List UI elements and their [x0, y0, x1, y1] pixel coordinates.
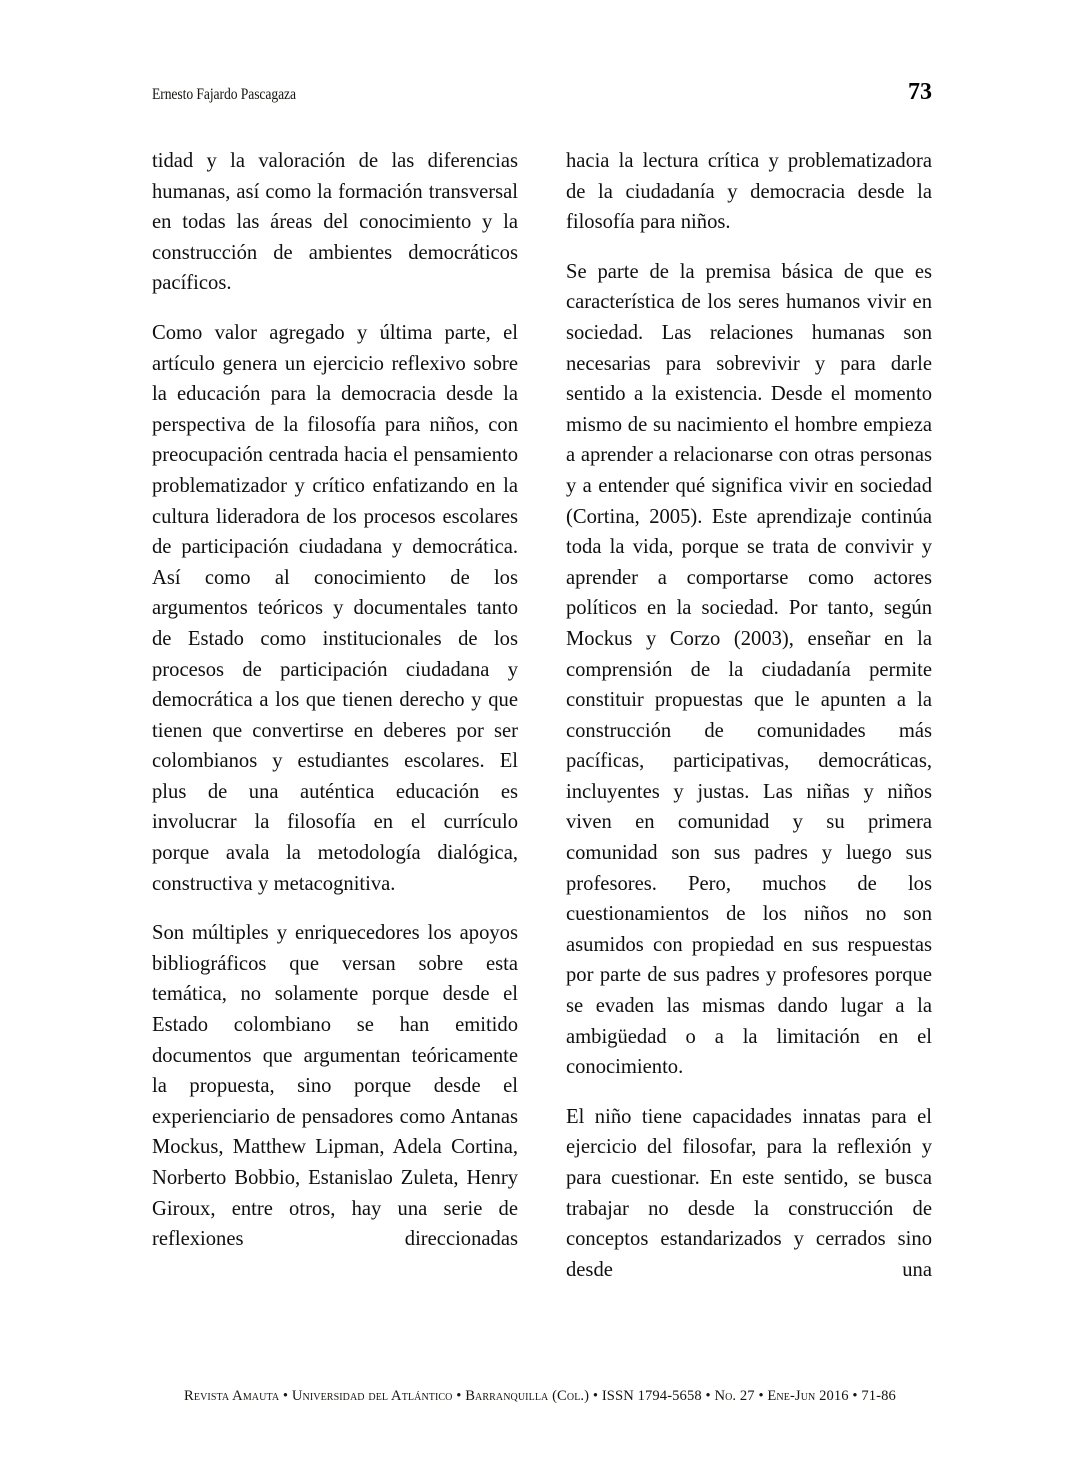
- paragraph: hacia la lectura crítica y problematizadora de la ciudadanía y democracia desde la filosofía para niños.: [566, 150, 932, 234]
- running-head-author: Ernesto Fajardo Pascagaza: [152, 86, 297, 103]
- paragraph: Como valor agregado y última parte, el artículo genera un ejercicio reflexivo sobre la educación para la democracia desde la perspectiva de la filosofía para niños, con preocupación centrada hacia el pensamiento problematizador y crítico enfatizando en la cultura lideradora de los procesos escolares de participación ciudadana y democrática. Así como al conocimiento de los argumentos teóricos y documentales tanto de Estado como institucionales de los procesos de participación ciudadana y democrática a los que tienen derecho y que tienen que convertirse en deberes por ser colombianos y estudiantes escolares. El plus de una auténtica educación es involucrar la filosofía en el currículo porque avala la metodología dialógica, constructiva y metacognitiva.: [152, 321, 518, 895]
- footer-citation: Revista Amauta • Universidad del Atlántico • Barranquilla (Col.) • ISSN 1794-5658 • No. 27 • Ene-Jun 2016 • 71-86: [184, 1388, 896, 1404]
- running-head: [152, 80, 932, 114]
- left-column: [152, 146, 518, 1285]
- paragraph: El niño tiene capacidades innatas para el ejercicio del filosofar, para la reflexión y para cuestionar. En este sentido, se busca trabajar no desde la construcción de conceptos estandarizados y cerrados sino desde una: [566, 1105, 932, 1281]
- page-number: 73: [908, 79, 932, 105]
- paragraph: Se parte de la premisa básica de que es característica de los seres humanos vivir en sociedad. Las relaciones humanas son necesarias para sobrevivir y para darle sentido a la existencia. Desde el momento mismo de su nacimiento el hombre empieza a aprender a relacionarse con otras personas y a entender qué significa vivir en sociedad (Cortina, 2005). Este aprendizaje continúa toda la vida, porque se trata de convivir y aprender a comportarse como actores políticos en la sociedad. Por tanto, según Mockus y Corzo (2003), enseñar en la comprensión de la ciudadanía permite constituir propuestas que le apunten a la construcción de comunidades más pacíficas, participativas, democráticas, incluyentes y justas. Las niñas y niños viven en comunidad y su primera comunidad son sus padres y luego sus profesores. Pero, muchos de los cuestionamientos de los niños no son asumidos con propiedad en sus respuestas por parte de sus padres y profesores porque se evaden las mismas dando lugar a la ambigüedad o a la limitación en el conocimiento.: [566, 260, 932, 1079]
- paragraph: Son múltiples y enriquecedores los apoyos bibliográficos que versan sobre esta temática, no solamente porque desde el Estado colombiano se han emitido documentos que argumentan teóricamente la propuesta, sino porque desde el experienciario de pensadores como Antanas Mockus, Matthew Lipman, Adela Cortina, Norberto Bobbio, Estanislao Zuleta, Henry Giroux, entre otros, hay una serie de reflexiones direccionadas: [152, 922, 518, 1251]
- body-columns: [152, 146, 932, 1285]
- right-column: [566, 146, 932, 1285]
- paragraph: tidad y la valoración de las diferencias humanas, así como la formación transversal en todas las áreas del conocimiento y la construcción de ambientes democráticos pacíficos.: [152, 150, 518, 295]
